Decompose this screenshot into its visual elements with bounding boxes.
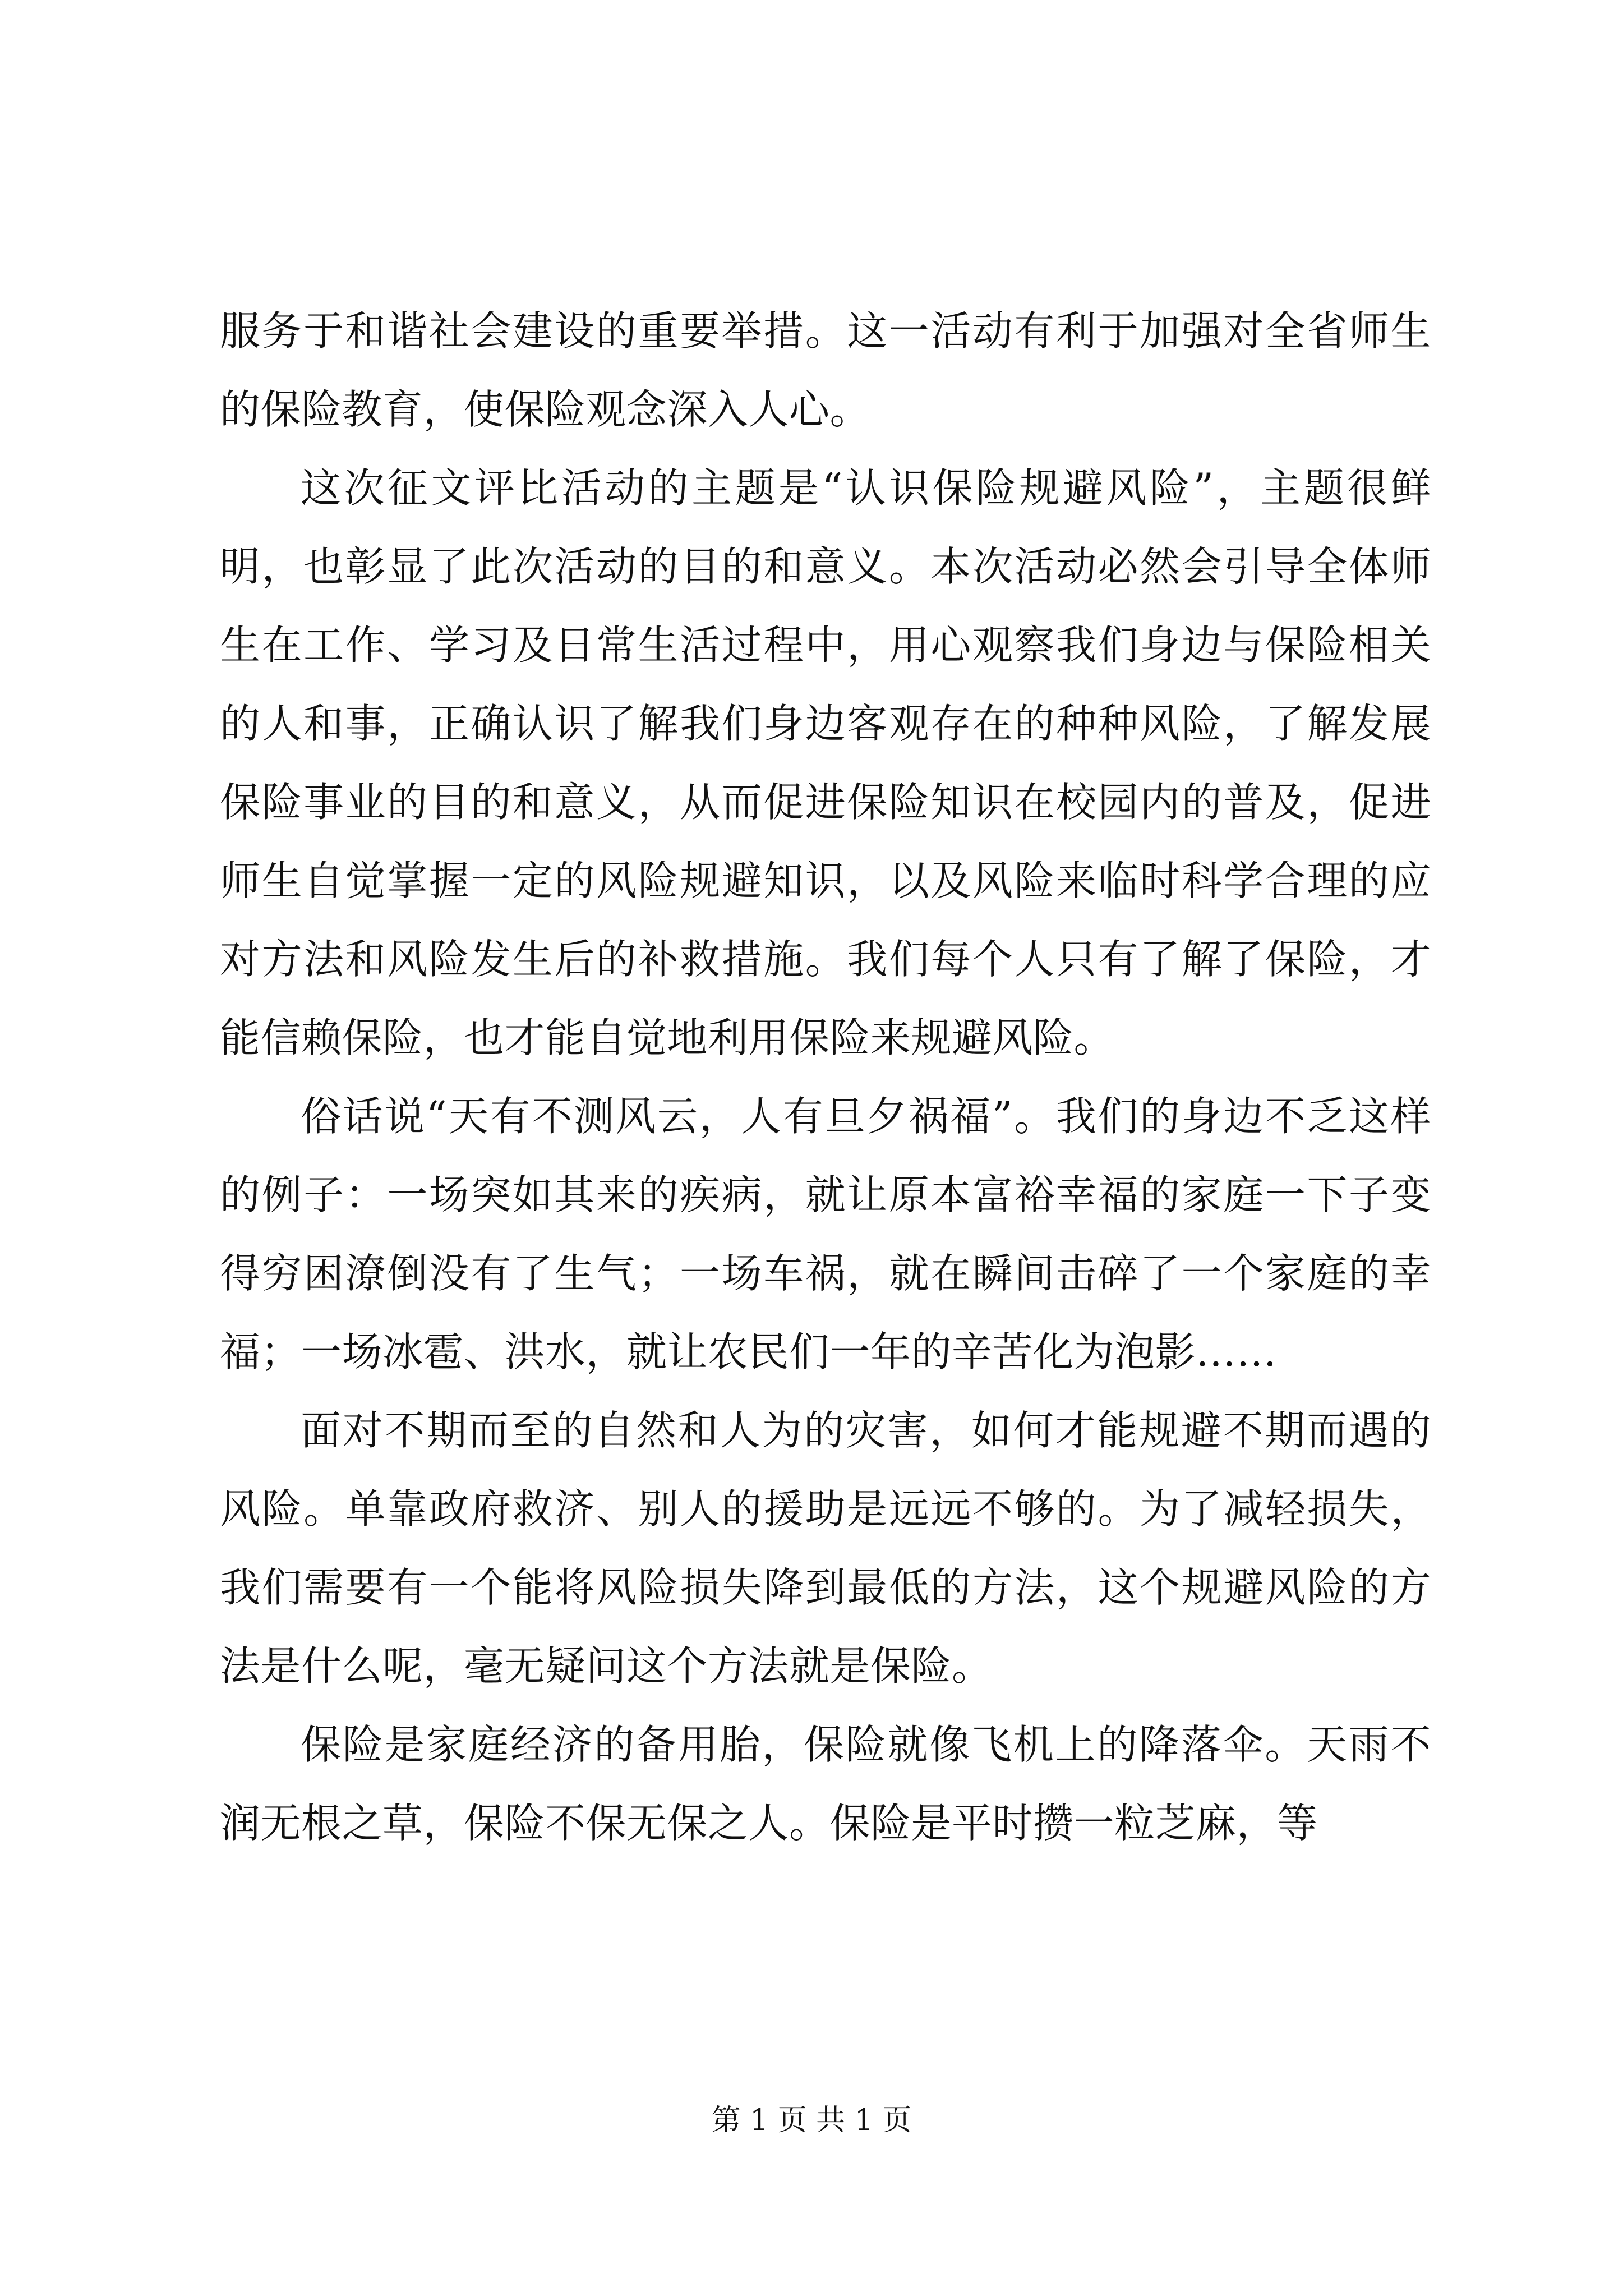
paragraph-5: 保险是家庭经济的备用胎，保险就像飞机上的降落伞。天雨不润无根之草，保险不保无保之人。保险是平时攒一粒芝麻，等 <box>220 1721 1431 1847</box>
paragraph-1: 服务于和谐社会建设的重要举措。这一活动有利于加强对全省师生的保险教育，使保险观念深入人心。 <box>220 307 1431 433</box>
paragraph-4: 面对不期而至的自然和人为的灾害，如何才能规避不期而遇的风险。单靠政府救济、别人的援助是远远不够的。为了减轻损失，我们需要有一个能将风险损失降到最低的方法，这个规避风险的方法是什么呢，毫无疑问这个方法就是保险。 <box>220 1407 1431 1690</box>
page-footer <box>0 2101 1623 2140</box>
document-body <box>220 292 1431 1862</box>
paragraph-3: 俗话说“天有不测风云，人有旦夕祸福”。我们的身边不乏这样的例子：一场突如其来的疾病，就让原本富裕幸福的家庭一下子变得穷困潦倒没有了生气；一场车祸，就在瞬间击碎了一个家庭的幸福；一场冰雹、洪水，就让农民们一年的辛苦化为泡影…… <box>220 1093 1431 1375</box>
page-number-label: 第 1 页 共 1 页 <box>711 2104 912 2137</box>
paragraph-2: 这次征文评比活动的主题是“认识保险规避风险”，主题很鲜明，也彰显了此次活动的目的和意义。本次活动必然会引导全体师生在工作、学习及日常生活过程中，用心观察我们身边与保险相关的人和事，正确认识了解我们身边客观存在的种种风险，了解发展保险事业的目的和意义，从而促进保险知识在校园内的普及，促进师生自觉掌握一定的风险规避知识，以及风险来临时科学合理的应对方法和风险发生后的补救措施。我们每个人只有了解了保险，才能信赖保险，也才能自觉地利用保险来规避风险。 <box>220 464 1431 1061</box>
